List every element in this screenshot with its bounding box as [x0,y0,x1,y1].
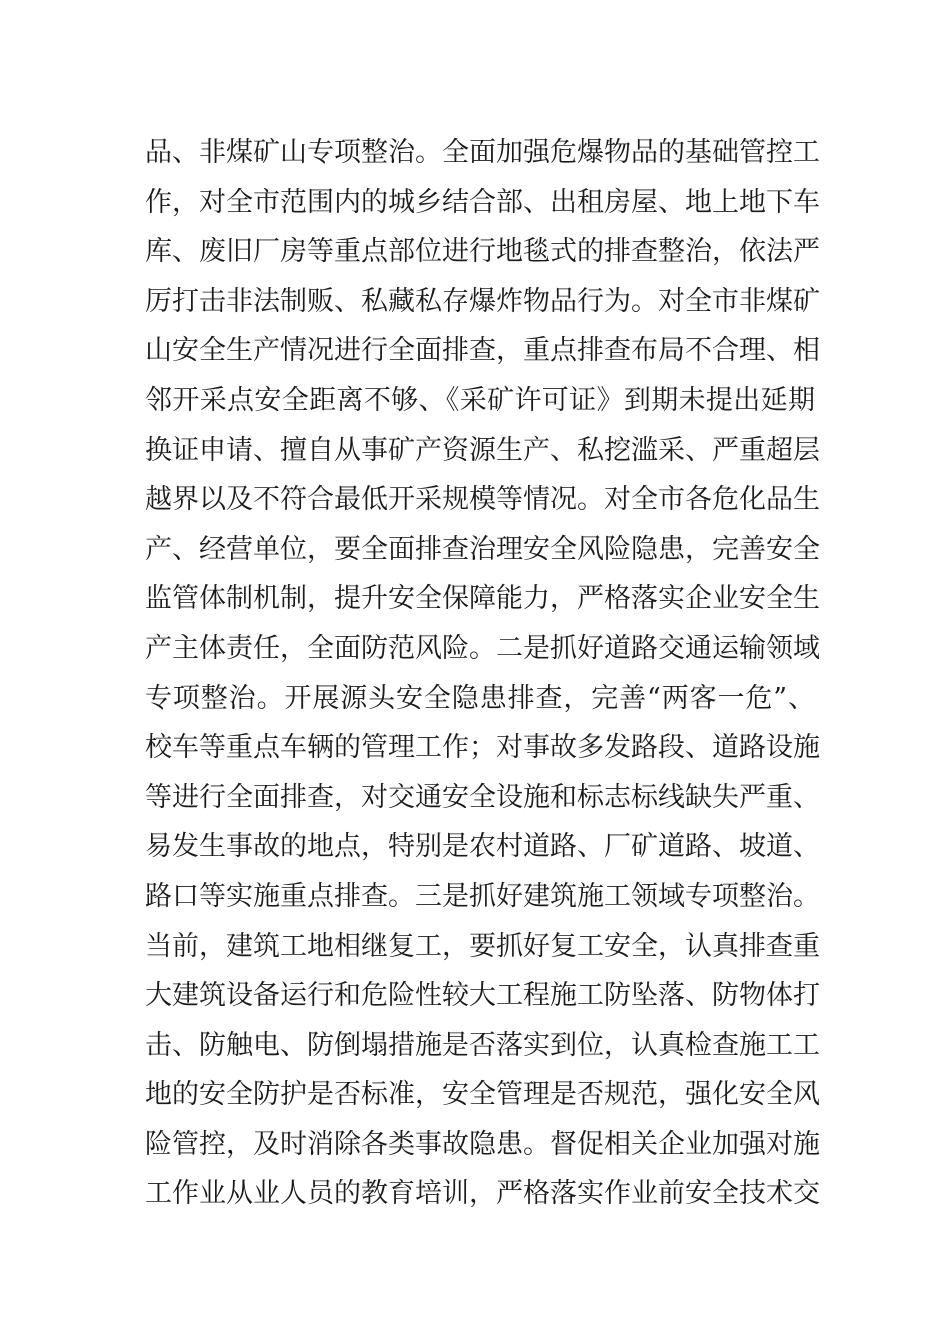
text-line: 越界以及不符合最低开采规模等情况。对全市各危化品生 [145,484,820,516]
text-line: 邻开采点安全距离不够、《采矿许可证》到期未提出延期 [145,384,815,416]
text-line: 地的安全防护是否标准，安全管理是否规范，强化安全风 [145,1079,820,1111]
text-line: 厉打击非法制贩、私藏私存爆炸物品行为。对全市非煤矿 [145,285,820,317]
text-line: 产主体责任，全面防范风险。二是抓好道路交通运输领域 [145,632,820,664]
text-line: 作，对全市范围内的城乡结合部、出租房屋、地上地下车 [145,186,820,218]
text-line: 工作业从业人员的教育培训，严格落实作业前安全技术交 [145,1178,820,1210]
text-line: 险管控，及时消除各类事故隐患。督促相关企业加强对施 [145,1128,820,1160]
text-line: 击、防触电、防倒塌措施是否落实到位，认真检查施工工 [145,1029,820,1061]
text-line: 产、经营单位，要全面排查治理安全风险隐患，完善安全 [145,533,820,565]
text-line: 等进行全面排查，对交通安全设施和标志标线缺失严重、 [145,781,820,813]
text-line: 路口等实施重点排查。三是抓好建筑施工领域专项整治。 [145,880,820,912]
text-line: 监管体制机制，提升安全保障能力，严格落实企业安全生 [145,583,820,615]
text-line: 库、废旧厂房等重点部位进行地毯式的排查整治，依法严 [145,236,820,268]
text-line: 山安全生产情况进行全面排查，重点排查布局不合理、相 [145,335,820,367]
text-line: 大建筑设备运行和危险性较大工程施工防坠落、防物体打 [145,980,820,1012]
text-line: 易发生事故的地点，特别是农村道路、厂矿道路、坡道、 [145,831,820,863]
text-line: 专项整治。开展源头安全隐患排查，完善“两客一危”、 [145,682,815,714]
text-line: 换证申请、擅自从事矿产资源生产、私挖滥采、严重超层 [145,434,820,466]
text-line: 校车等重点车辆的管理工作；对事故多发路段、道路设施 [145,732,820,764]
body-text [145,128,820,1219]
text-line: 当前，建筑工地相继复工，要抓好复工安全，认真排查重 [145,930,820,962]
text-line: 品、非煤矿山专项整治。全面加强危爆物品的基础管控工 [145,137,820,168]
